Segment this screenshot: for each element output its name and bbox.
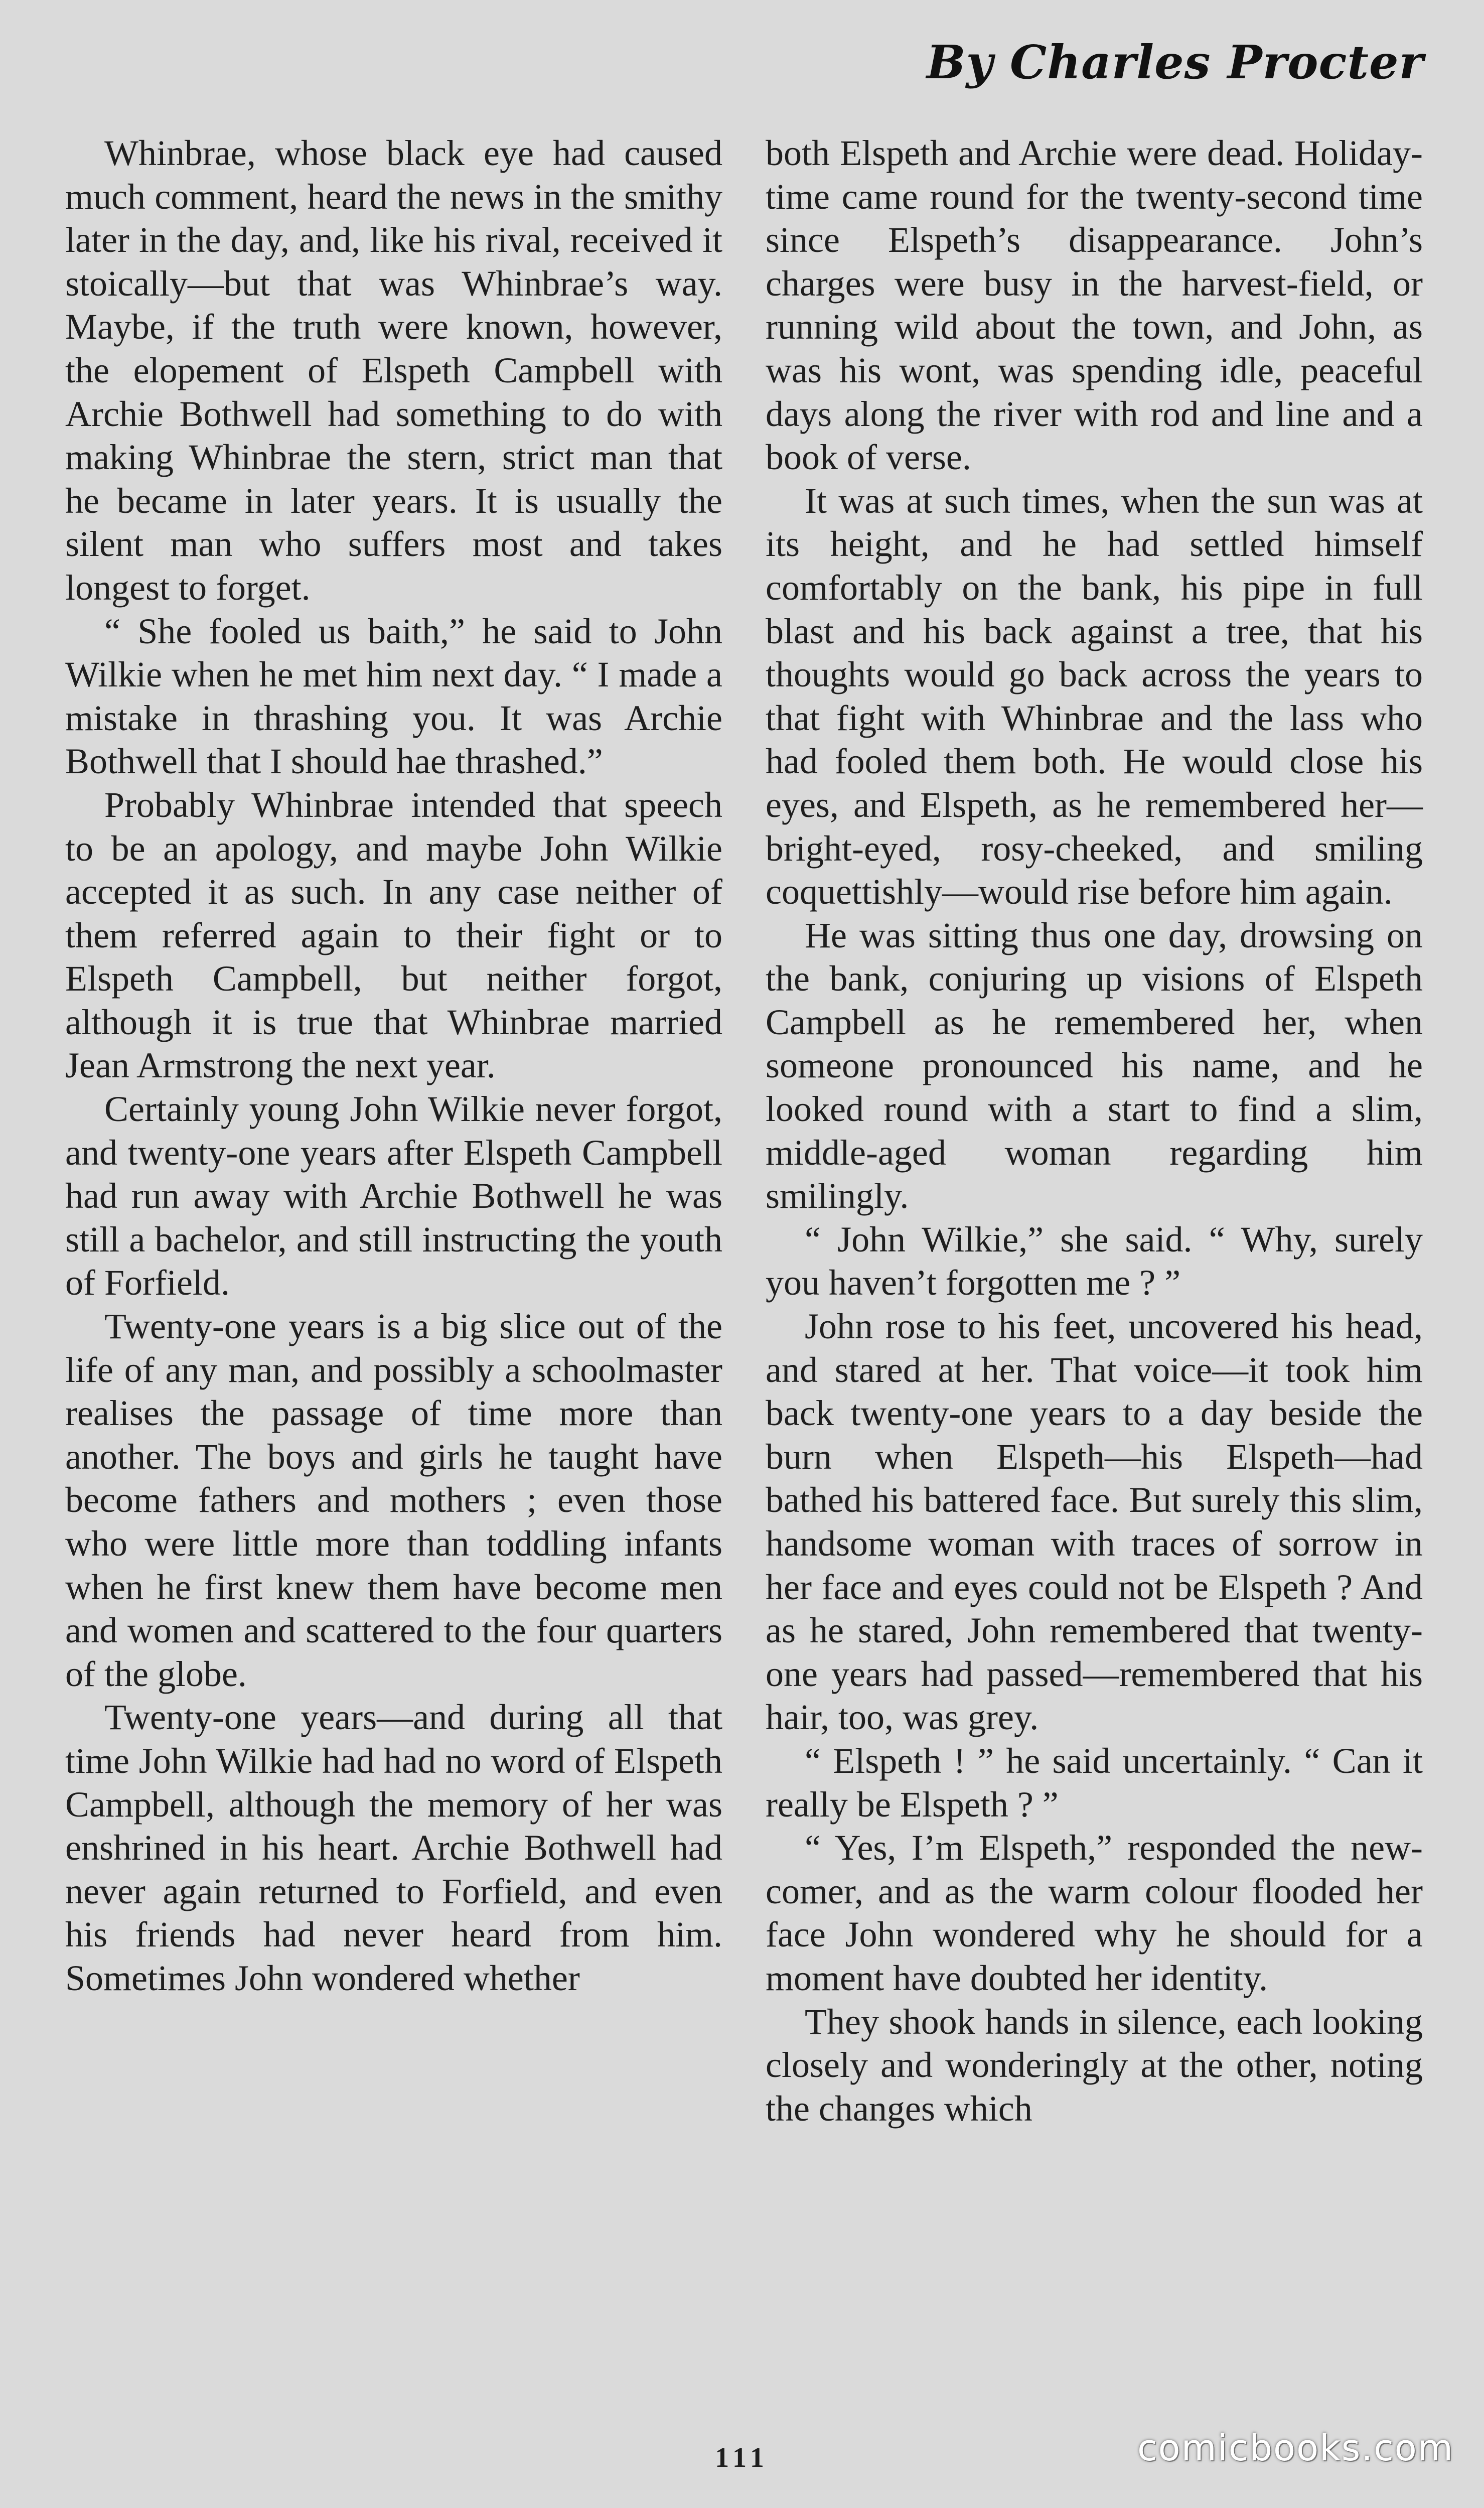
paragraph: “ John Wilkie,” she said. “ Why, surely you haven’t forgotten me ? ”	[766, 1219, 1423, 1303]
site-watermark: comicbooks.com	[1137, 2427, 1454, 2469]
paragraph: He was sitting thus one day, drowsing on the bank, conjuring up visions of Elspeth Campbell as he remembered her, when someone pronounced his name, and he looked round with a start to find a slim, middle-aged woman regarding him smilingly.	[766, 915, 1423, 1216]
paragraph: Twenty-one years—and during all that time John Wilkie had had no word of Elspeth Campbell, although the memory of her was enshrined in his heart. Archie Bothwell had never again returned to Forfield, and even his friends had never heard from him. Sometimes John wondered whether	[65, 1697, 722, 1998]
paragraph: They shook hands in silence, each looking closely and wonderingly at the other, noting the changes which	[766, 2001, 1423, 2129]
author-byline: By Charles Procter	[926, 35, 1424, 89]
paragraph: Probably Whinbrae intended that speech to be an apology, and maybe John Wilkie accepted it as such. In any case neither of them referred again to their fight or to Elspeth Campbell, but neither forgot, although it is true that Whinbrae married Jean Armstrong the next year.	[65, 784, 722, 1086]
paragraph: “ Elspeth ! ” he said uncertainly. “ Can it really be Elspeth ? ”	[766, 1740, 1423, 1825]
page-number: 111	[715, 2442, 769, 2473]
right-text-column	[766, 131, 1423, 2130]
paragraph: John rose to his feet, uncovered his head, and stared at her. That voice—it took him back twenty-one years to a day beside the burn when Elspeth—his Elspeth—had bathed his battered face. But surely this slim, handsome woman with traces of sorrow in her face and eyes could not be Elspeth ? And as he stared, John remembered that twenty-one years had passed—remembered that his hair, too, was grey.	[766, 1306, 1423, 1738]
paragraph-continued: both Elspeth and Archie were dead. Holiday-time came round for the twenty-second time since Elspeth’s disappearance. John’s charges were busy in the harvest-field, or running wild about the town, and John, as was his wont, was spending idle, peaceful days along the river with rod and line and a book of verse.	[766, 133, 1423, 478]
paragraph: Whinbrae, whose black eye had caused much comment, heard the news in the smithy later in the day, and, like his rival, received it stoically—but that was Whinbrae’s way. Maybe, if the truth were known, however, the elopement of Elspeth Campbell with Archie Bothwell had something to do with making Whinbrae the stern, strict man that he became in later years. It is usually the silent man who suffers most and takes longest to forget.	[65, 133, 722, 608]
paragraph: It was at such times, when the sun was at its height, and he had settled himself comfortably on the bank, his pipe in full blast and his back against a tree, that his thoughts would go back across the years to that fight with Whinbrae and the lass who had fooled them both. He would close his eyes, and Elspeth, as he remembered her—bright-eyed, rosy-cheeked, and smiling coquettishly—would rise before him again.	[766, 480, 1423, 912]
paragraph: “ She fooled us baith,” he said to John Wilkie when he met him next day. “ I made a mistake in thrashing you. It was Archie Bothwell that I should hae thrashed.”	[65, 611, 722, 782]
paragraph: Certainly young John Wilkie never forgot, and twenty-one years after Elspeth Campbell had run away with Archie Bothwell he was still a bachelor, and still instructing the youth of Forfield.	[65, 1089, 722, 1303]
paragraph: “ Yes, I’m Elspeth,” responded the new-comer, and as the warm colour flooded her face John wondered why he should for a moment have doubted her identity.	[766, 1828, 1423, 1998]
paragraph: Twenty-one years is a big slice out of the life of any man, and possibly a schoolmaster realises the passage of time more than another. The boys and girls he taught have become fathers and mothers ; even those who were little more than toddling infants when he first knew them have become men and women and scattered to the four quarters of the globe.	[65, 1306, 722, 1694]
left-text-column	[65, 131, 722, 2000]
